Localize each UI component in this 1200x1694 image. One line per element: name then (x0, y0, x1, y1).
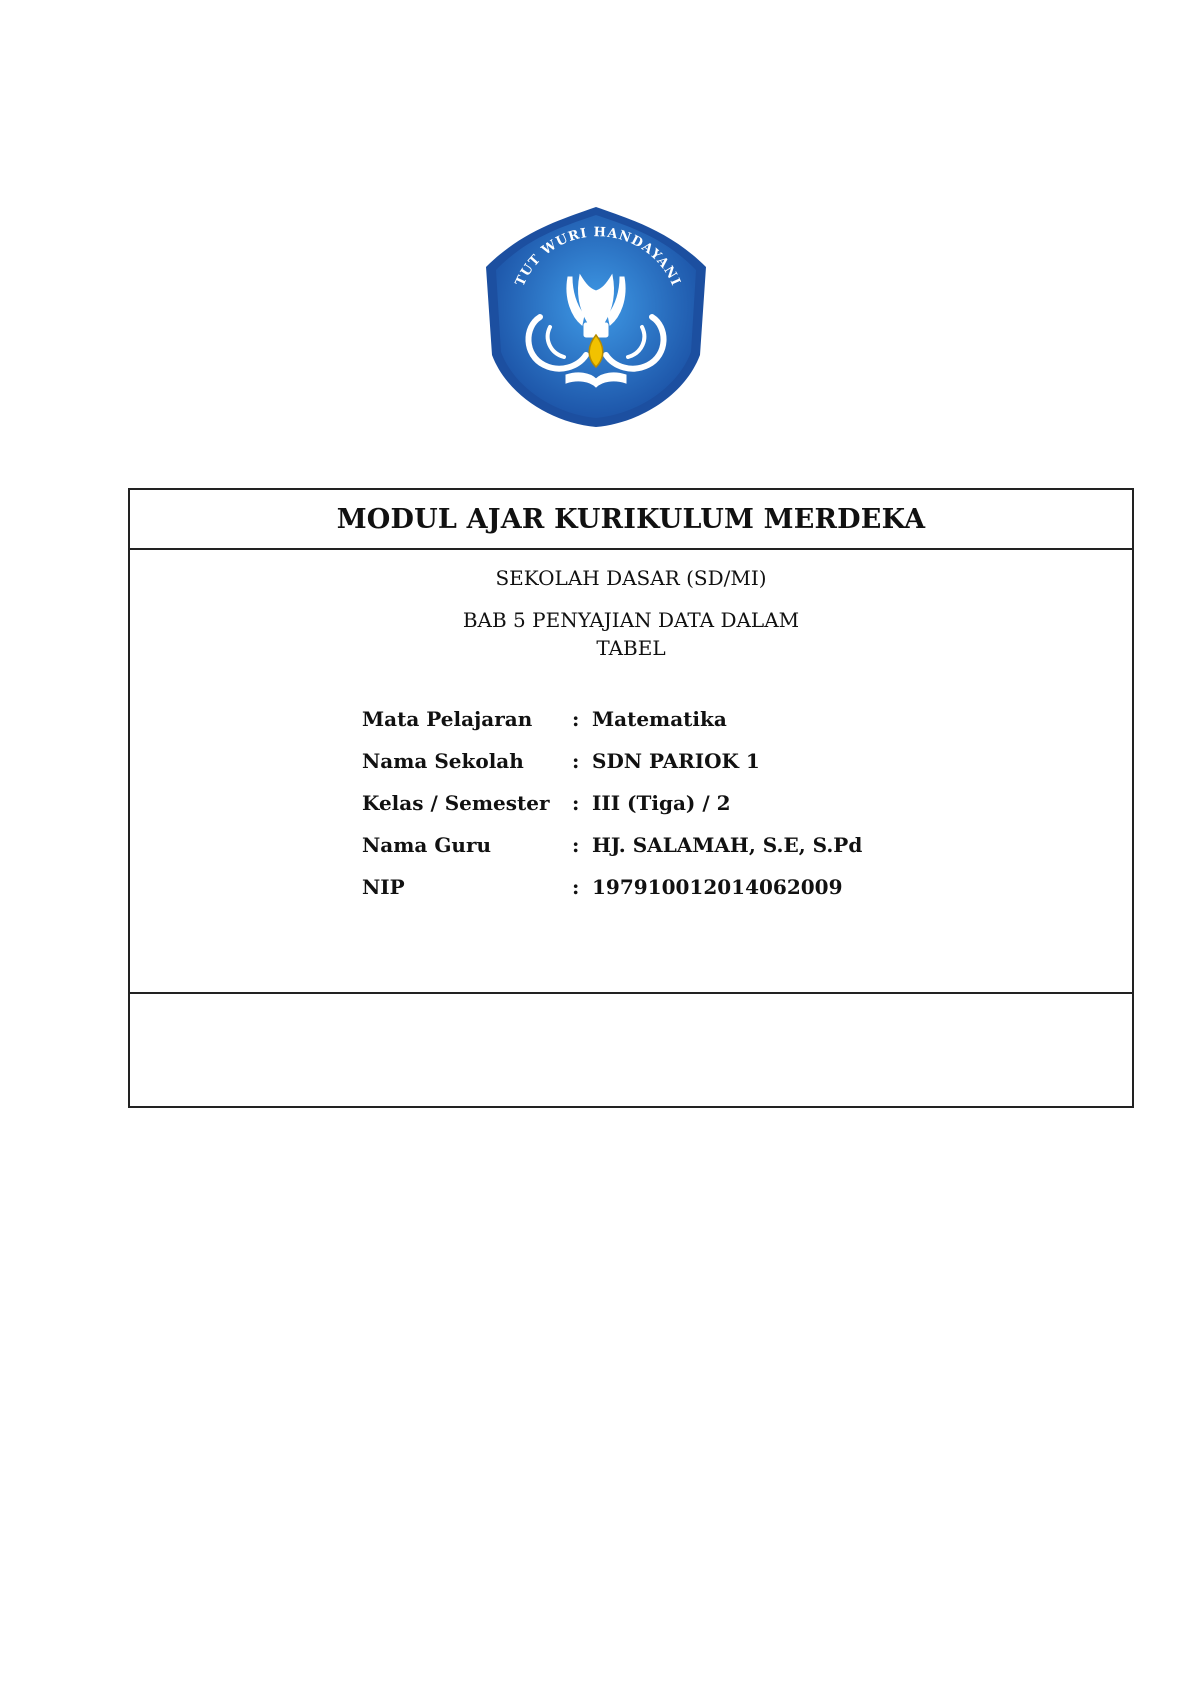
chapter-title-line-2: TABEL (596, 636, 666, 660)
info-row-school (362, 740, 862, 782)
info-colon: : (572, 707, 580, 731)
chapter-title-line-1: BAB 5 PENYAJIAN DATA DALAM (462, 608, 800, 632)
info-label: Kelas / Semester (362, 791, 550, 815)
empty-footer-cell (130, 994, 1132, 1106)
info-row-nip (362, 866, 862, 908)
document-title: MODUL AJAR KURIKULUM MERDEKA (336, 503, 926, 535)
info-label: Mata Pelajaran (362, 707, 533, 731)
chapter-title (130, 606, 1132, 662)
title-row (130, 490, 1132, 550)
info-row-grade (362, 782, 862, 824)
info-row-teacher (362, 824, 862, 866)
info-colon: : (572, 875, 580, 899)
info-colon: : (572, 749, 580, 773)
info-label: NIP (362, 875, 405, 899)
tut-wuri-handayani-logo (480, 205, 712, 430)
info-value: III (Tiga) / 2 (592, 791, 731, 815)
info-label: Nama Sekolah (362, 749, 524, 773)
school-level: SEKOLAH DASAR (SD/MI) (495, 566, 767, 590)
info-colon: : (572, 791, 580, 815)
info-row-subject (362, 698, 862, 740)
cover-box (128, 488, 1134, 1108)
info-value: 197910012014062009 (592, 875, 843, 899)
info-value: HJ. SALAMAH, S.E, S.Pd (592, 833, 863, 857)
info-label: Nama Guru (362, 833, 492, 857)
info-colon: : (572, 833, 580, 857)
emblem-text: TUT WURI HANDAYANI (512, 225, 684, 289)
cover-details (130, 550, 1132, 994)
info-list (362, 698, 862, 908)
info-value: SDN PARIOK 1 (592, 749, 760, 773)
info-value: Matematika (592, 707, 727, 731)
